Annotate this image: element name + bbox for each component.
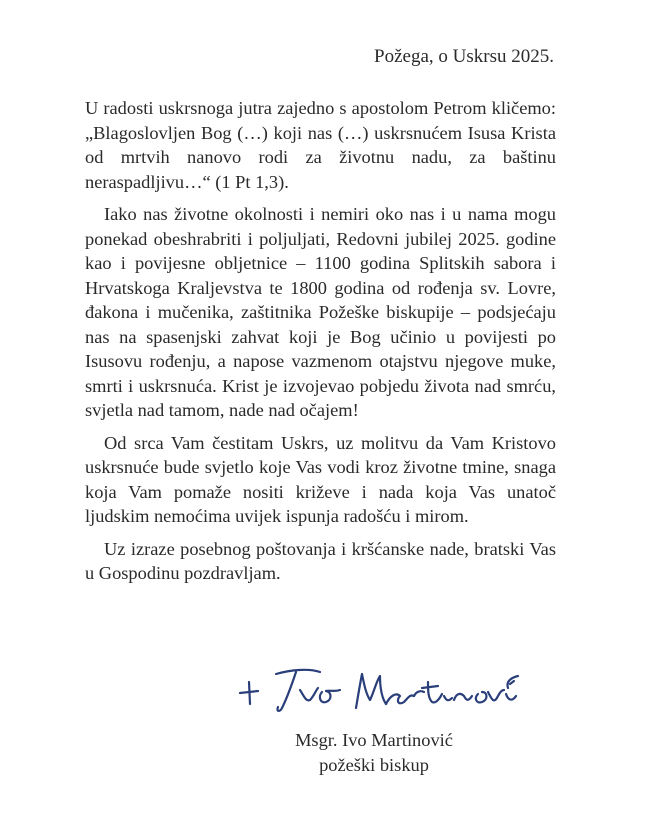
letter-body — [85, 96, 556, 586]
paragraph-1: U radosti uskrsnoga jutra zajedno s apostolom Petrom kličemo: „Blagoslovljen Bog (…) koji nas (…) uskrsnućem Isusa Krista od mrtvih nanovo rodi za životnu nadu, za baštinu neraspadljivu…“ (1 Pt 1,3). — [85, 98, 556, 192]
handwritten-signature — [230, 660, 530, 724]
paragraph-2: Iako nas životne okolnosti i nemiri oko nas i u nama mogu ponekad obeshrabriti i poljuljati, Redovni jubilej 2025. godine kao i povijesne obljetnice – 1100 godina Splitskih sabora i Hrvatskoga Kraljevstva te 1800 godina od rođenja sv. Lovre, đakona i mučenika, zaštitnika Požeške biskupije – podsjećaju nas na spasenjski zahvat koji je Bog učinio u povijesti po Isusovu rođenju, a napose vazmenom otajstvu njegove muke, smrti i uskrsnuća. Krist je izvojevao pobjedu života nad smrću, svjetla nad tamom, nade nad očajem! — [85, 204, 556, 420]
signature-icon — [230, 660, 530, 724]
signer-title: požeški biskup — [319, 755, 429, 775]
paragraph-4: Uz izraze posebnog poštovanja i kršćanske nade, bratski Vas u Gospodinu pozdravljam. — [85, 538, 556, 583]
paragraph-3: Od srca Vam čestitam Uskrs, uz molitvu da Vam Kristovo uskrsnuće bude svjetlo koje Vas vodi kroz životne tmine, snaga koja Vam pomaže nositi križeve i nada koja Vas unatoč ljudskim nemoćima uvijek ispunja radošću i mirom. — [85, 432, 556, 526]
dateline: Požega, o Uskrsu 2025. — [374, 46, 554, 67]
signer-block — [266, 728, 482, 778]
signer-name: Msgr. Ivo Martinović — [295, 730, 453, 750]
